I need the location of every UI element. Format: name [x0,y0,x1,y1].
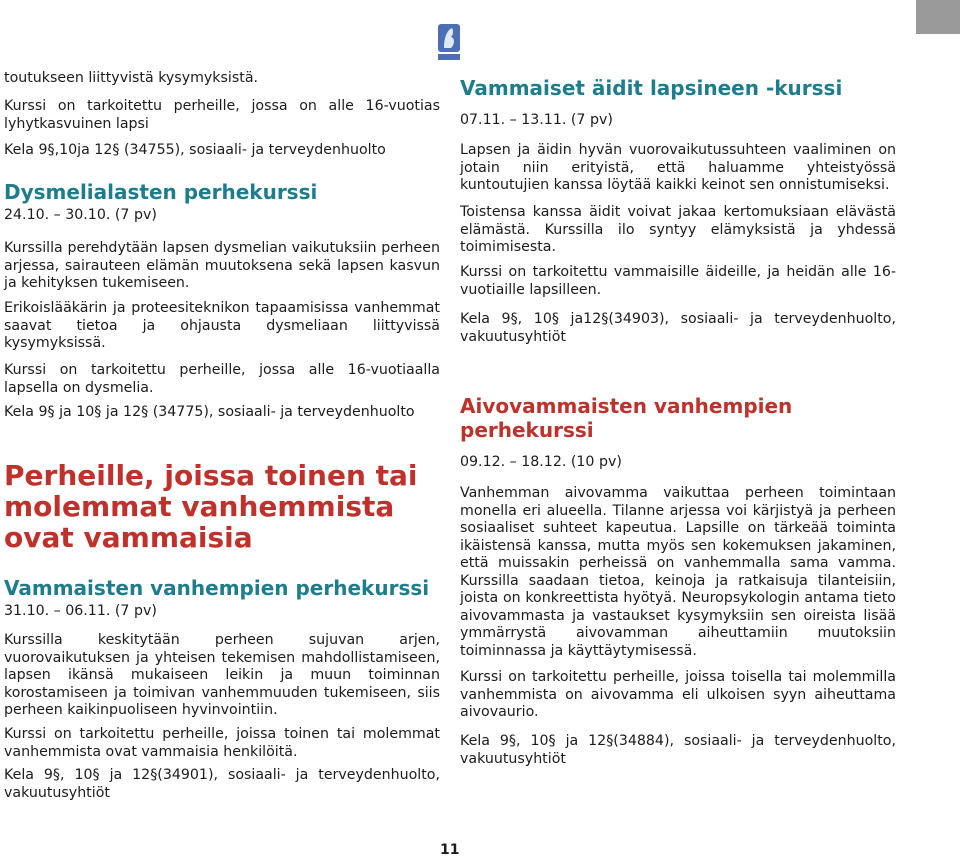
disabled-parents-kela-info: Kela 9§, 10§ ja 12§(34901), sosiaali- ja terveydenhuolto, vakuutusyhtiöt [4,767,440,801]
page-number: 11 [440,842,460,858]
disabled-mothers-target-group: Kurssi on tarkoitettu vammaisille äideille, ja heidän alle 16-vuotiaille lapsilleen. [460,264,896,298]
intro-kela-info: Kela 9§,10ja 12§ (34755), sosiaali- ja terveydenhuolto [4,142,386,158]
intro-target-group: Kurssi on tarkoitettu perheille, jossa on alle 16-vuotias lyhytkasvuinen lapsi [4,98,440,132]
dysmelia-specialists: Erikoislääkärin ja proteesiteknikon tapaamisissa vanhemmat saavat tietoa ja ohjausta dysmeliaan liittyvissä kysymyksissä. [4,300,440,351]
disabled-parents-course-dates: 31.10. – 06.11. (7 pv) [4,603,157,619]
disabled-parents-course-title: Vammaisten vanhempien perhekurssi [4,576,430,600]
disabled-mothers-description: Lapsen ja äidin hyvän vuorovaikutussuhteen vaaliminen on jotain niin erityistä, että haluamme yhteistyössä kuntoutujien kanssa löytää kaikki keinot sen onnistumiseksi. [460,142,896,193]
disabled-mothers-course-dates: 07.11. – 13.11. (7 pv) [460,112,613,128]
disabled-parents-description: Kurssilla keskitytään perheen sujuvan arjen, vuorovaikutuksen ja yhteisen tekemisen mahdollistamiseen, lapsen ikänsä mukaiseen leikin ja muun toiminnan korostamiseen ja toimivan vanhemmuuden tukemiseen, siis perheen kaikinpuoliseen hyvinvointiin. [4,632,440,718]
brain-injury-description: Vanhemman aivovamma vaikuttaa perheen toimintaan monella eri alueella. Tilanne arjessa voi kärjistyä ja perheen sosiaaliset suhteet kapeutua. Lapsille on tärkeää toiminta ikäistensä kanssa, mutta myös sen kokemuksen jakaminen, että muissakin perheissä on vanhemmalla sama vamma. Kurssilla saadaan tietoa, keinoja ja ratkaisuja tilanteisiin, joista on konkreettista hyötyä. Neuropsykologin antama tieto aivovammasta ja vastaukset kysymyksiin sen oireista lisää ymmärrystä aivovamman aiheuttamiin muutoksiin toiminnassa ja käyttäytymisessä. [460,485,896,659]
disabled-parents-target-group: Kurssi on tarkoitettu perheille, joissa toinen tai molemmat vanhemmista ovat vammaisia henkilöitä. [4,726,440,760]
dysmelia-course-dates: 24.10. – 30.10. (7 pv) [4,207,157,223]
brain-injury-course-title: Aivovammaisten vanhempien perhekurssi [460,394,793,442]
dysmelia-target-group: Kurssi on tarkoitettu perheille, jossa alle 16-vuotiaalla lapsella on dysmelia. [4,362,440,396]
disabled-mothers-kela-info: Kela 9§, 10§ ja12§(34903), sosiaali- ja terveydenhuolto, vakuutusyhtiöt [460,311,896,345]
corner-decoration [916,0,960,34]
brain-injury-course-dates: 09.12. – 18.12. (10 pv) [460,454,622,470]
dysmelia-course-title: Dysmelialasten perhekurssi [4,180,318,204]
dysmelia-description: Kurssilla perehdytään lapsen dysmelian vaikutuksiin perheen arjessa, sairauteen elämän muutoksena sekä lapsen kasvun ja kehityksen tukemiseen. [4,240,440,291]
intro-continuation: toutukseen liittyvistä kysymyksistä. [4,70,259,86]
brain-injury-kela-info: Kela 9§, 10§ ja 12§(34884), sosiaali- ja terveydenhuolto, vakuutusyhtiöt [460,733,896,767]
brain-injury-target-group: Kurssi on tarkoitettu perheille, joissa toisella tai molemmilla vanhemmista on aivovamma eli ulkoisen syyn aiheuttama aivovaurio. [460,669,896,720]
dysmelia-kela-info: Kela 9§ ja 10§ ja 12§ (34775), sosiaali- ja terveydenhuolto [4,404,415,420]
organization-logo-icon [436,22,462,62]
disabled-mothers-course-title: Vammaiset äidit lapsineen -kurssi [460,76,843,100]
disabled-parents-section-title: Perheille, joissa toinen tai molemmat vanhemmista ovat vammaisia [4,459,418,554]
disabled-mothers-sharing: Toistensa kanssa äidit voivat jakaa kertomuksiaan elävästä elämästä. Kurssilla ilo syntyy elämyksistä ja yhdessä toimimisesta. [460,204,896,255]
